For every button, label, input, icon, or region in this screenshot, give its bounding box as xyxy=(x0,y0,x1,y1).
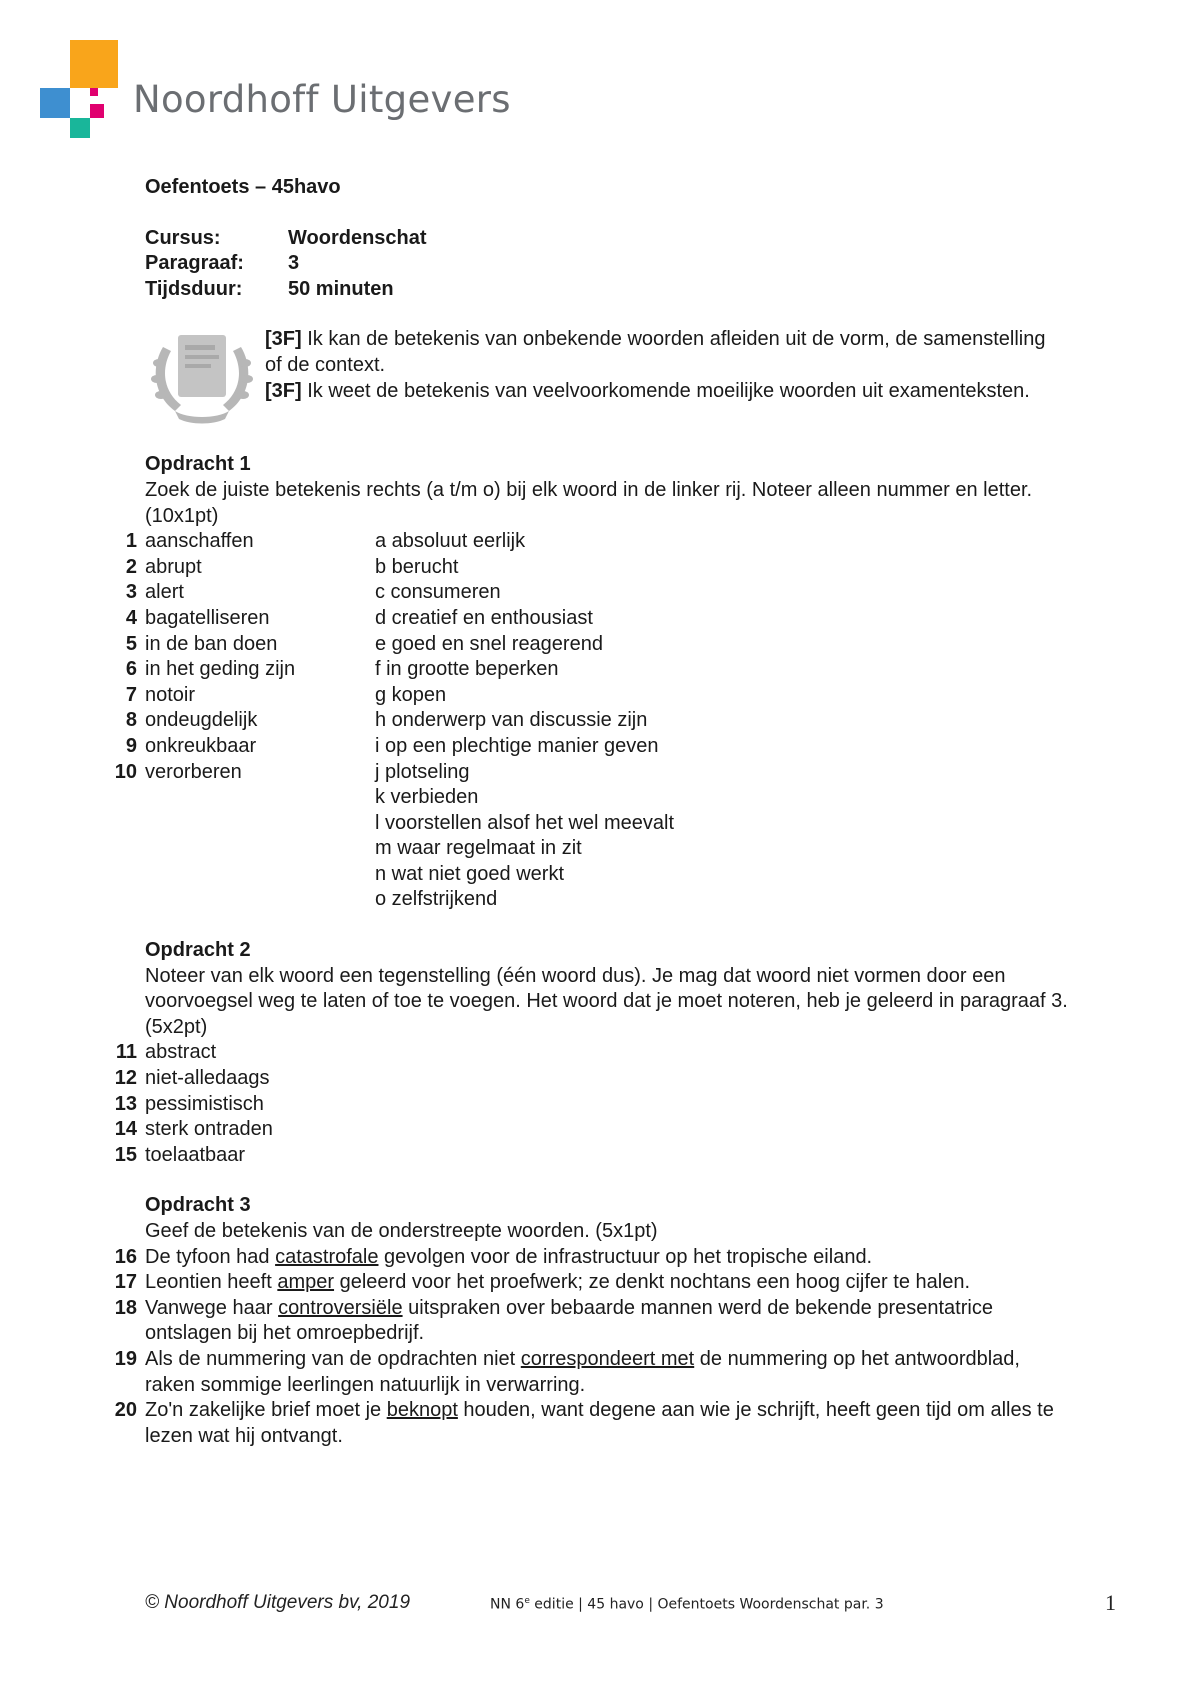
item-word: abrupt xyxy=(145,555,202,578)
sentence-start: Leontien heeft xyxy=(145,1271,278,1294)
item-number: 17 xyxy=(114,1271,137,1294)
meta-row-tijdsduur xyxy=(145,277,1075,303)
logo-square-teal xyxy=(70,118,90,138)
item-word: bagatelliseren xyxy=(145,606,270,629)
underlined-word: catastrofale xyxy=(275,1245,379,1268)
test-meta xyxy=(145,226,1075,303)
meaning-item: n wat niet goed werkt xyxy=(375,862,564,885)
item-word: pessimistisch xyxy=(145,1092,264,1115)
list-item xyxy=(125,708,375,734)
item-number: 9 xyxy=(125,734,137,757)
item-number: 1 xyxy=(125,530,137,553)
sentence-start: Zo'n zakelijke brief moet je xyxy=(145,1399,387,1422)
section-heading: Opdracht 3 xyxy=(145,1194,251,1217)
meta-label: Cursus: xyxy=(145,226,221,249)
list-item xyxy=(114,1347,1075,1398)
item-word: sterk ontraden xyxy=(145,1118,273,1141)
meta-value: Woordenschat xyxy=(288,226,427,249)
meta-label: Tijdsduur: xyxy=(145,277,243,300)
item-number: 15 xyxy=(114,1143,137,1166)
list-item xyxy=(114,760,375,786)
goal-item xyxy=(265,327,1055,378)
meaning-item: d creatief en enthousiast xyxy=(375,606,593,629)
section-heading: Opdracht 1 xyxy=(145,453,251,476)
list-item xyxy=(114,1296,1075,1347)
item-number: 2 xyxy=(125,555,137,578)
edition-superscript: e xyxy=(524,1596,530,1606)
list-item xyxy=(125,683,375,709)
item-number: 13 xyxy=(114,1092,137,1115)
footer-copyright: © Noordhoff Uitgevers bv, 2019 xyxy=(145,1592,411,1613)
test-title: Oefentoets – 45havo xyxy=(145,176,341,198)
underlined-word: correspondeert met xyxy=(520,1347,695,1370)
list-item xyxy=(114,1117,1075,1143)
list-item xyxy=(125,734,375,760)
item-word: abstract xyxy=(145,1041,217,1064)
logo-brand-name: Noordhoff Uitgevers xyxy=(133,78,511,121)
item-number: 5 xyxy=(125,632,137,655)
sentence-start: De tyfoon had xyxy=(145,1245,276,1268)
item-number: 7 xyxy=(125,683,137,706)
item-number: 6 xyxy=(125,658,137,681)
meta-value: 50 minuten xyxy=(288,277,394,300)
list-item xyxy=(114,1143,1075,1169)
meaning-item: a absoluut eerlijk xyxy=(375,530,526,553)
list-item xyxy=(125,555,375,581)
sentence-end: geleerd voor het proefwerk; ze denkt nochtans een hoog cijfer te halen. xyxy=(334,1271,971,1294)
publisher-logo xyxy=(40,40,510,140)
meta-row-paragraaf xyxy=(145,251,1075,277)
item-word: alert xyxy=(145,581,184,604)
page-number: 1 xyxy=(1105,1590,1116,1615)
logo-square-blue xyxy=(40,88,70,118)
learning-goals xyxy=(145,327,1075,427)
list-item xyxy=(125,529,375,555)
opdracht-2 xyxy=(114,938,1075,1168)
item-number: 19 xyxy=(114,1347,137,1370)
meta-label: Paragraaf: xyxy=(145,252,244,275)
goal-tag: [3F] xyxy=(265,379,302,402)
sentence-start: Vanwege haar xyxy=(145,1296,279,1319)
item-number: 14 xyxy=(114,1118,137,1141)
item-number: 3 xyxy=(125,581,137,604)
sentence-end: uitspraken over bebaarde mannen werd de bekende presentatrice ontslagen bij het omroepbedrijf. xyxy=(145,1296,993,1345)
meaning-item: j plotseling xyxy=(375,760,470,783)
section-instruction: Geef de betekenis van de onderstreepte woorden. (5x1pt) xyxy=(145,1220,658,1242)
item-number: 4 xyxy=(125,606,137,629)
meaning-item: f in grootte beperken xyxy=(375,658,559,681)
list-item xyxy=(114,1245,1075,1271)
meaning-item: c consumeren xyxy=(375,581,501,604)
logo-square-pink xyxy=(90,104,104,118)
document-content xyxy=(114,175,1075,1449)
sentence-end: gevolgen voor de infrastructuur op het tropische eiland. xyxy=(378,1245,873,1268)
list-item xyxy=(125,580,375,606)
item-number: 20 xyxy=(114,1399,137,1422)
item-word: ondeugdelijk xyxy=(145,709,258,732)
list-item xyxy=(114,1270,1075,1296)
goal-description: Ik kan de betekenis van onbekende woorden afleiden uit de vorm, de samenstelling of de context. xyxy=(265,328,1046,376)
goal-text xyxy=(265,327,1055,427)
list-item xyxy=(125,632,375,658)
item-word: notoir xyxy=(145,683,196,706)
item-number: 16 xyxy=(114,1245,137,1268)
item-number: 10 xyxy=(114,760,137,783)
meaning-item: i op een plechtige manier geven xyxy=(375,734,659,757)
item-word: onkreukbaar xyxy=(145,734,257,757)
meaning-item: h onderwerp van discussie zijn xyxy=(375,709,648,732)
item-word: in de ban doen xyxy=(145,632,278,655)
item-number: 18 xyxy=(114,1296,137,1319)
item-word: niet-alledaags xyxy=(145,1067,270,1090)
sentence-end: de nummering op het antwoordblad, raken sommige leerlingen natuurlijk in verwarring. xyxy=(145,1347,1020,1396)
list-item xyxy=(114,1092,1075,1118)
list-item xyxy=(125,606,375,632)
word-list xyxy=(114,529,375,785)
sentence-start: Als de nummering van de opdrachten niet xyxy=(145,1347,521,1370)
list-item xyxy=(114,1066,1075,1092)
section-instruction: Zoek de juiste betekenis rechts (a t/m o) bij elk woord in de linker rij. Noteer alleen nummer en letter. (10x1pt) xyxy=(145,478,1033,527)
underlined-word: beknopt xyxy=(386,1399,458,1422)
item-word: verorberen xyxy=(145,760,242,783)
item-number: 8 xyxy=(125,709,137,732)
edition-rest: editie | 45 havo | Oefentoets Woordenschat par. 3 xyxy=(529,1596,884,1613)
matching-columns xyxy=(114,529,1075,913)
medal-icon xyxy=(145,327,265,427)
list-item xyxy=(114,1398,1075,1449)
meaning-item: k verbieden xyxy=(375,786,479,809)
item-word: aanschaffen xyxy=(145,530,254,553)
meaning-item: m waar regelmaat in zit xyxy=(375,837,582,860)
meaning-item: b berucht xyxy=(375,555,459,578)
footer-edition xyxy=(490,1596,884,1613)
underlined-word: controversiële xyxy=(278,1296,403,1319)
goal-item xyxy=(265,379,1055,405)
underlined-word: amper xyxy=(277,1271,335,1294)
opdracht-1 xyxy=(114,452,1075,913)
item-word: toelaatbaar xyxy=(145,1143,246,1166)
meaning-item: o zelfstrijkend xyxy=(375,888,498,911)
section-heading: Opdracht 2 xyxy=(145,939,251,962)
meta-value: 3 xyxy=(288,252,300,275)
edition-prefix: NN 6 xyxy=(490,1596,525,1613)
logo-square-pink-small xyxy=(90,88,98,96)
meaning-item: l voorstellen alsof het wel meevalt xyxy=(375,811,675,834)
meta-row-cursus xyxy=(145,226,1075,252)
list-item xyxy=(115,1040,1075,1066)
sentence-end: houden, want degene aan wie je schrijft, heeft geen tijd om alles te lezen wat hij ontvangt. xyxy=(145,1399,1054,1447)
item-number: 11 xyxy=(115,1041,137,1064)
goal-description: Ik weet de betekenis van veelvoorkomende moeilijke woorden uit examenteksten. xyxy=(301,379,1030,402)
meaning-list xyxy=(375,529,1075,913)
logo-square-orange xyxy=(70,40,118,88)
goal-tag: [3F] xyxy=(265,328,302,351)
item-number: 12 xyxy=(114,1067,137,1090)
opdracht-3 xyxy=(114,1193,1075,1449)
item-word: in het geding zijn xyxy=(145,658,296,681)
meaning-item: e goed en snel reagerend xyxy=(375,632,603,655)
meaning-item: g kopen xyxy=(375,683,447,706)
list-item xyxy=(125,657,375,683)
section-instruction: Noteer van elk woord een tegenstelling (één woord dus). Je mag dat woord niet vormen door een voorvoegsel weg te laten of toe te voegen. Het woord dat je moet noteren, heb je geleerd in paragraaf 3. (5x2pt) xyxy=(145,964,1068,1038)
